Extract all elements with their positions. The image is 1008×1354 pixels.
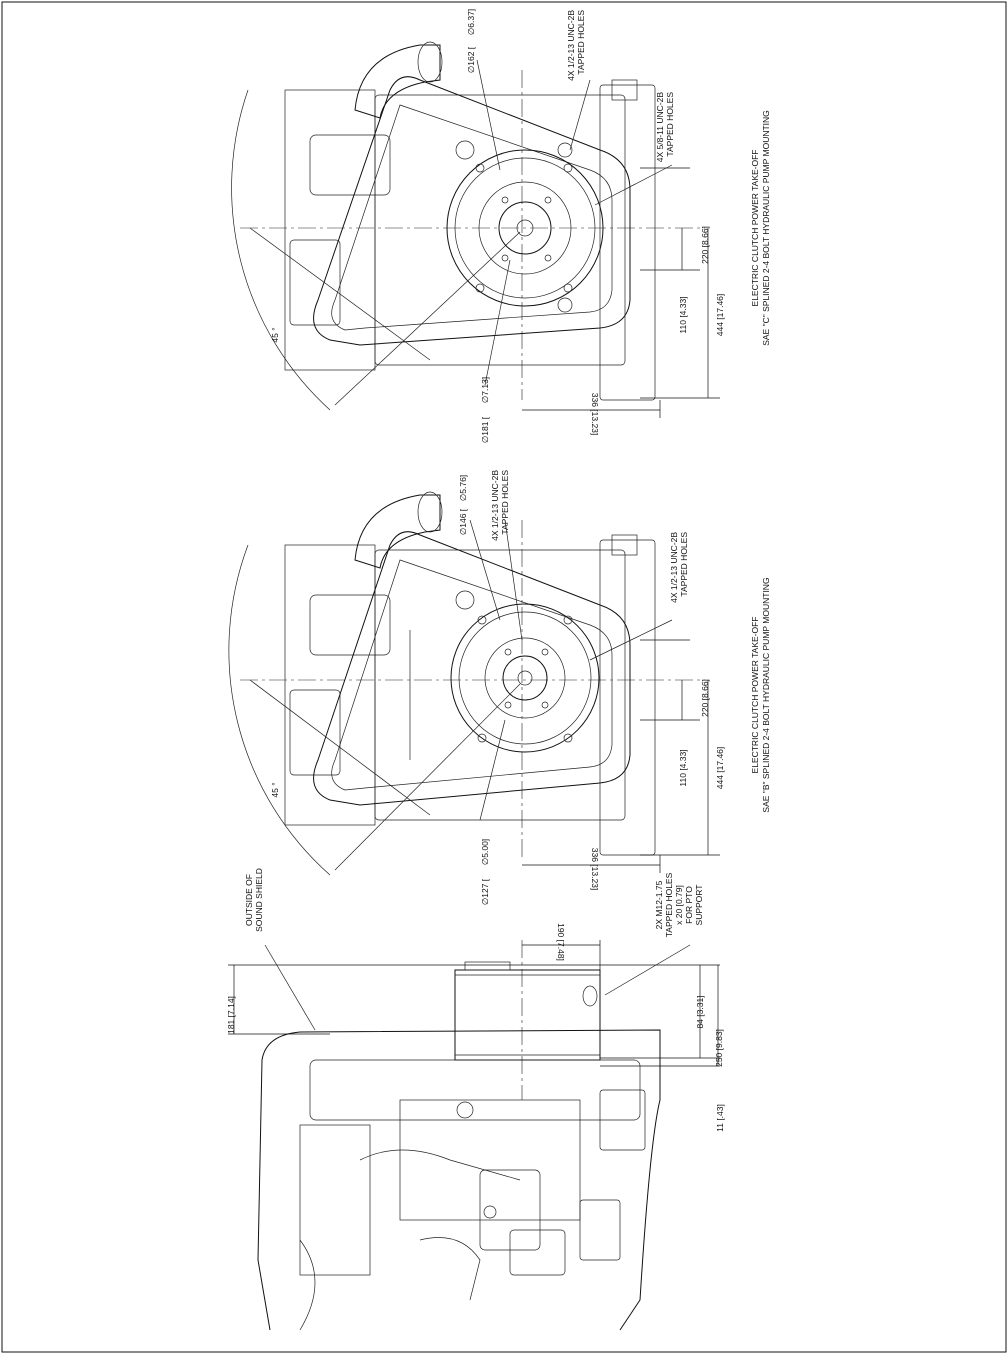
view-c-dia-outer-in: ∅6.37]: [466, 8, 476, 36]
view-c-holes-b-line2: TAPPED HOLES: [665, 92, 675, 157]
side-view-drawing: [228, 940, 720, 1330]
view-b-dia-outer: ∅146 [: [458, 508, 468, 536]
view-c-caption-line1: ELECTRIC CLUTCH POWER TAKE-OFF: [750, 149, 760, 307]
view-b-dia-bolt-in: ∅5.00]: [480, 838, 490, 866]
view-b-dia-outer-in: ∅5.76]: [458, 474, 468, 502]
side-dim-11: 11 [.43]: [715, 1104, 725, 1132]
view-c-dim-444: 444 [17.46]: [715, 293, 725, 337]
view-b-caption-line1: ELECTRIC CLUTCH POWER TAKE-OFF: [750, 616, 760, 774]
side-dim-250: 250 [9.83]: [714, 1029, 724, 1067]
view-b-holes-b-line2: TAPPED HOLES: [679, 532, 689, 597]
pto-note-line3: x 20 [0.79]: [674, 885, 684, 925]
view-b-dim-444: 444 [17.46]: [715, 746, 725, 790]
view-b-dim-336: 336 [13.23]: [590, 847, 600, 891]
sheet-border: [2, 2, 1006, 1352]
pto-note-line2: TAPPED HOLES: [664, 872, 674, 938]
view-b-holes-b-line1: 4X 1/2-13 UNC-2B: [669, 532, 679, 603]
view-c-dim-220: 220 [8.66]: [700, 226, 710, 264]
view-c-dim-336: 336 [13.23]: [590, 392, 600, 436]
view-b-dia-bolt: ∅127 [: [480, 878, 490, 906]
view-b-dim-220: 220 [8.66]: [700, 679, 710, 717]
view-c-angle: 45 °: [270, 327, 280, 343]
view-c-dia-bolt: ∅181 [: [480, 416, 490, 444]
side-dim-181: 181 [7.14]: [226, 996, 236, 1034]
view-c-caption-line2: SAE "C" SPLINED 2-4 BOLT HYDRAULIC PUMP MOUNTING: [761, 110, 771, 346]
view-b-angle: 45 °: [270, 782, 280, 798]
view-c-dia-outer: ∅162 [: [466, 46, 476, 74]
view-c-dim-110: 110 [4.33]: [678, 296, 688, 334]
shield-note-line1: OUTSIDE OF: [244, 874, 254, 926]
view-sae-c-drawing: [232, 42, 720, 418]
shield-note-line2: SOUND SHIELD: [254, 868, 264, 932]
pto-note-line1: 2X M12-1.75: [654, 880, 664, 930]
view-c-holes-a-line2: TAPPED HOLES: [576, 10, 586, 75]
view-c-dia-bolt-in: ∅7.13]: [480, 376, 490, 404]
view-b-holes-a-line1: 4X 1/2-13 UNC-2B: [490, 470, 500, 541]
view-b-holes-a-line2: TAPPED HOLES: [500, 470, 510, 535]
side-dim-190: 190 [7.48]: [556, 923, 566, 961]
side-view-labels: [226, 868, 725, 1132]
view-b-caption-line2: SAE "B" SPLINED 2-4 BOLT HYDRAULIC PUMP MOUNTING: [761, 577, 771, 813]
view-sae-c-labels: [270, 9, 771, 443]
view-sae-b-drawing: [229, 492, 720, 875]
view-sae-b-labels: [270, 470, 771, 905]
side-dim-84: 84 [3.31]: [695, 995, 705, 1029]
view-c-holes-b-line1: 4X 5/8-11 UNC-2B: [655, 92, 665, 163]
view-b-dim-110: 110 [4.33]: [678, 749, 688, 787]
view-c-holes-a-line1: 4X 1/2-13 UNC-2B: [566, 10, 576, 81]
pto-note-line5: SUPPORT: [694, 884, 704, 926]
pto-note-line4: FOR PTO: [684, 886, 694, 924]
